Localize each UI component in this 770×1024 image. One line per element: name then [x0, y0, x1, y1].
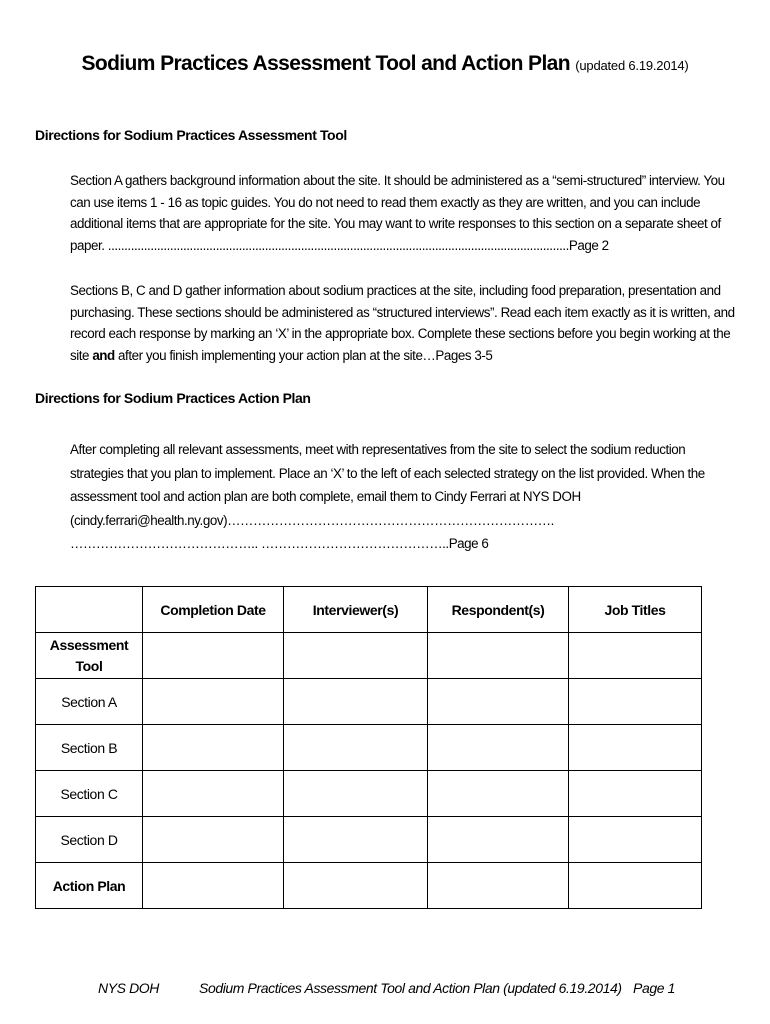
table-cell[interactable]: [569, 679, 702, 725]
table-cell[interactable]: [143, 817, 284, 863]
table-cell[interactable]: [569, 817, 702, 863]
table-cell[interactable]: [284, 633, 428, 679]
table-cell[interactable]: [569, 725, 702, 771]
table-cell[interactable]: [284, 771, 428, 817]
row-label-section-a: Section A: [36, 679, 143, 725]
action-directions-heading: Directions for Sodium Practices Action Plan: [35, 390, 311, 406]
table-row: [36, 863, 702, 909]
table-cell[interactable]: [284, 863, 428, 909]
table-cell[interactable]: [284, 679, 428, 725]
table-cell[interactable]: [569, 633, 702, 679]
table-row: [36, 725, 702, 771]
row-label-section-b: Section B: [36, 725, 143, 771]
footer-org: NYS DOH: [98, 980, 159, 996]
table-cell[interactable]: [428, 633, 569, 679]
completion-table: [35, 586, 702, 909]
row-label-assessment-tool: Assessment Tool: [36, 633, 143, 679]
table-cell[interactable]: [569, 863, 702, 909]
table-cell[interactable]: [143, 679, 284, 725]
action-directions-para: After completing all relevant assessments, meet with representatives from the site to select the sodium reduction strategies that you plan to implement. Place an ‘X’ to the left of each selected strategy on the list provided. When the assessment tool and action plan are both complete, email them to Cindy Ferrari at NYS DOH (cindy.ferrari@health.ny.gov)…………………………………………………………………. …………………………………….. ……………………………………..Page 6: [70, 442, 705, 551]
table-cell[interactable]: [143, 771, 284, 817]
table-header-completion-date: Completion Date: [143, 587, 284, 633]
assessment-directions-para2: [70, 280, 735, 366]
title-updated: (updated 6.19.2014): [575, 58, 689, 73]
title-main: Sodium Practices Assessment Tool and Action Plan: [81, 52, 570, 75]
table-cell[interactable]: [569, 771, 702, 817]
table-cell[interactable]: [428, 863, 569, 909]
table-cell[interactable]: [428, 817, 569, 863]
row-label-action-plan: Action Plan: [36, 863, 143, 909]
table-header-interviewers: Interviewer(s): [284, 587, 428, 633]
table-cell[interactable]: [428, 679, 569, 725]
para2-text-b: after you finish implementing your action plan at the site…Pages 3-5: [114, 347, 493, 363]
table-row: [36, 679, 702, 725]
row-label-section-d: Section D: [36, 817, 143, 863]
table-header-row: [36, 587, 702, 633]
table-cell[interactable]: [143, 863, 284, 909]
table-row: [36, 817, 702, 863]
table-cell[interactable]: [284, 725, 428, 771]
table-header-blank: [36, 587, 143, 633]
para2-text-a: Sections B, C and D gather information about sodium practices at the site, including food preparation, presentation and purchasing. These sections should be administered as “structured interviews”. Read each item exactly as it is written, and record each response by marking an ‘X’ in the appropriate box. Complete these sections before you begin working at the site: [70, 283, 735, 363]
table-cell[interactable]: [428, 725, 569, 771]
row-label-section-c: Section C: [36, 771, 143, 817]
table-cell[interactable]: [284, 817, 428, 863]
table-cell[interactable]: [143, 725, 284, 771]
table-row: [36, 771, 702, 817]
table-header-respondents: Respondent(s): [428, 587, 569, 633]
page-title: [0, 52, 770, 76]
footer-page-number: Page 1: [633, 980, 675, 996]
table-cell[interactable]: [428, 771, 569, 817]
para2-and: and: [92, 347, 115, 363]
table-cell[interactable]: [143, 633, 284, 679]
table-header-job-titles: Job Titles: [569, 587, 702, 633]
assessment-directions-heading: Directions for Sodium Practices Assessment Tool: [35, 127, 347, 143]
assessment-directions-para1: Section A gathers background information about the site. It should be administered as a “semi-structured” interview. You can use items 1 - 16 as topic guides. You do not need to read them exactly as they are written, and you can include additional items that are appropriate for the site. You may want to write responses to this section on a separate sheet of paper. .............................................................................................................................................Page 2: [70, 173, 725, 253]
table-row: [36, 633, 702, 679]
footer-doc-title: Sodium Practices Assessment Tool and Action Plan (updated 6.19.2014): [199, 980, 622, 996]
